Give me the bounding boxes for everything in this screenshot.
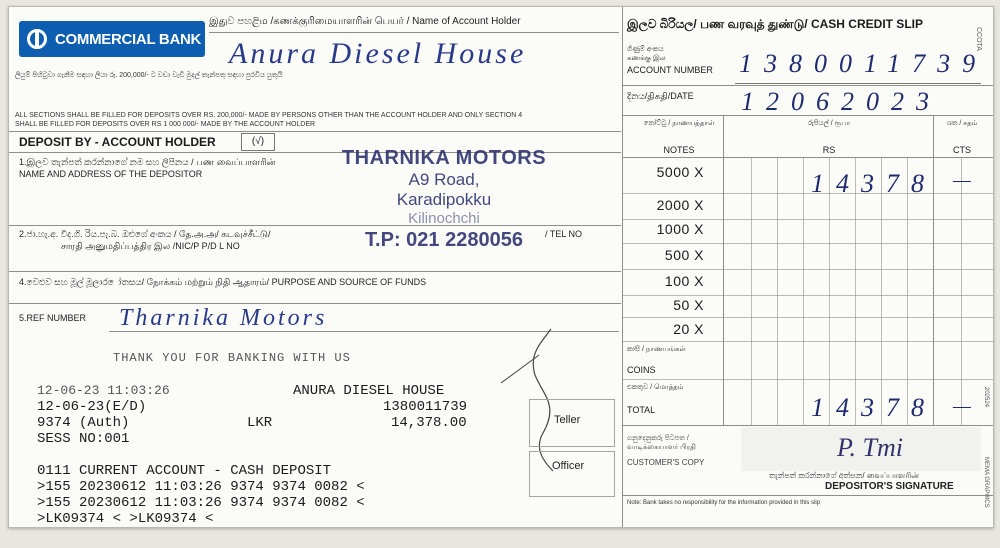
side-code-graphics: MEMA GRAPHICS <box>983 457 989 508</box>
receipt-line-6: >155 20230612 11:03:26 9374 9374 0082 < <box>37 479 365 495</box>
id-number-label: 2.ජා.හැ.අ. විද.ගි. රිය.පැ.බ. ඔළුගේ අංකය / தே.அ.அ/ கடவுச்சீட்டு/ <box>19 229 271 239</box>
receipt-line-3-left: 9374 (Auth) <box>37 415 130 431</box>
coins-label-local: කාසි / நாணயங்கள் <box>627 346 686 353</box>
row-5000-cts: — <box>953 169 971 191</box>
stamp-line-3: Kilinochchi <box>408 210 480 227</box>
side-code: CCOTA <box>975 27 982 51</box>
notes-header-local: නෝට්ටු / நாணயத்தாள் <box>643 120 715 127</box>
receipt-line-1-right: ANURA DIESEL HOUSE <box>293 383 445 399</box>
receipt-line-5: 0111 CURRENT ACCOUNT - CASH DEPOSIT <box>37 463 332 479</box>
deposit-by-title: DEPOSIT BY - ACCOUNT HOLDER <box>19 135 216 149</box>
customer-copy-stamp: ගනුදෙනුකරු පිටපත / வாடிக்கையாளர் பிரதி CUSTOMER'S COPY <box>627 435 727 469</box>
account-number-value: 1380011739 <box>739 49 988 78</box>
side-code-right: 202524 <box>983 387 989 408</box>
receipt-thanks: THANK YOU FOR BANKING WITH US <box>113 351 351 365</box>
row-5000-rs: 14378 <box>811 169 936 198</box>
rs-header-local: රුපියල් / ரூபா <box>807 120 851 127</box>
stamp-line-2: Karadipokku <box>396 190 492 209</box>
cts-header: CTS <box>953 145 971 155</box>
coins-label: COINS <box>627 365 656 375</box>
instruction-line-3: SHALL BE FILLED FOR DEPOSITS OVER RS 1 000 000/- MADE BY THE ACCOUNT HOLDER <box>15 121 316 128</box>
receipt-line-2-right: 1380011739 <box>383 399 468 415</box>
tel-label: / TEL NO <box>545 229 583 239</box>
denom-row-20: 20 X <box>673 321 704 337</box>
receipt-line-1-left: 12-06-23 11:03:26 <box>37 383 170 398</box>
account-holder-value: Anura Diesel House <box>229 37 527 70</box>
stamp-name: THARNIKA MOTORS <box>341 147 547 169</box>
footer-note: Note: Bank takes no responsibility for the information provided in this slip <box>627 500 821 506</box>
account-number-boxes[interactable] <box>735 49 988 84</box>
name-address-label: NAME AND ADDRESS OF THE DEPOSITOR <box>19 169 203 179</box>
teller-label: Teller <box>554 414 581 426</box>
rs-header: RS <box>822 145 836 155</box>
date-value: 12062023 <box>741 87 941 116</box>
denom-row-50: 50 X <box>673 297 704 313</box>
date-label: දිනය/திகதி/DATE <box>627 91 694 101</box>
total-label-local: එකතුව / மொத்தம் <box>627 384 684 391</box>
receipt-line-3-mid: LKR <box>247 415 273 431</box>
total-label: TOTAL <box>627 405 656 415</box>
account-holder-tick: (√) <box>251 136 265 147</box>
ref-number-label: 5.REF NUMBER <box>19 313 87 323</box>
depositor-signature-label: DEPOSITOR'S SIGNATURE <box>825 481 954 492</box>
cash-credit-slip: COMMERCIAL BANK இதுව පහළිம /கணக்குரிமையாளரின் பெயர் / Name of Account Holder Anura Diesel House ලියුම් පිහිටුවා ගැනීම සඳහා ලියා රු. 200,000/- ට වඩා වැඩි මුදල් තැන්පතු සඳහා පුරවිය යුතුයි ALL SECTIONS SHALL BE FILLED FOR DEPOSITS OVER RS. 200,000/- MADE BY PERSONS OTHER THAN THE ACCOUNT HOLDER AND ONLY SECTION 4 SHALL BE FILLED FOR DEPOSITS OVER RS 1 000 000/- MADE BY THE ACCOUNT HOLDER DEPOSIT BY - ACCOUNT HOLDER (√) 1.இලව තැන්පත් කරන්නාගේ නම සහ ලිපිනය / பண வைப்பாளரின் NAME AND ADDRESS OF THE DEPOSITOR THARNIKA MOTORS A9 Road, Karadipokku Kilinochchi T.P: 021 2280056 2.ජා.හැ.අ. විද.ගි. රිය.පැ.බ. ඔළුගේ අංකය / தே.அ.அ/ கடவுச்சீட்டு/ சாரதி அனுமதிப்பத்திர இல /NIC/P P/D L NO / TEL NO 4.වෙළුව සහ මූල් මූලා‍ර ‍ෝ‍ත‍ස‍ය/ நோக்கம் மற்றும் நிதி ஆதாரம்/ PURPOSE AND SOURCE OF FUNDS 5.REF NUMBER Tharnika Motors THANK YOU FOR BANKING WITH US 12-06-23 11:03:26 ANURA DIESEL HOUSE 12-06-23(E/D) 1380011739 9374 (Auth) LKR 14,378.00 SESS NO:001 0111 CURRENT ACCOUNT - CASH DEPOSIT >155 20230612 11:03:26 9374 9374 0082 < >155 20230612 11:03:26 9374 9374 0082 < >LK09374 < >LK09374 < Teller Officer இලව බිරියල/ பண வரவுத் துண்டு/ CASH CREDIT SLIP CCOTA ගිණුම් අංකය கணக்கு இல ACCOUNT NUMBER 1380011739 දිනය/திகதி/DATE 12062023 නෝට්ටු / நாணயத்தாள் NOTES රුපියල් / ரூபா RS ශත / சதம் CTS 5000 X 14378 — 2000 X 1000 X 500 X 100 X 50 X 20 X කාසි / நாணயங்கள் COINS එකතුව / மொத்தம் TOTAL 14378 — ගනුදෙනුකරු පිටපත / வாடிக்கையாளர் பிரதி CUSTOMER'S COPY P. Tmi තැන්පත් කරන්නාගේ අත්සන/ வைப்பாளரின் DEPOSITOR'S SIGNATURE Note: Bank takes no responsibility for the information provided in this slip 202524 MEMA GRAPHICS <box>8 6 994 528</box>
stamp-line-1: A9 Road, <box>408 170 480 189</box>
notes-header: NOTES <box>663 145 695 155</box>
bank-logo <box>19 21 205 57</box>
teller-box <box>529 399 615 447</box>
purpose-label: 4.වෙළුව සහ මූල් මූලා‍ර ‍ෝ‍ත‍ස‍ය/ நோக்கம் மற்றும் நிதி ஆதாரம்/ PURPOSE AND SOURCE OF FUNDS <box>19 277 427 287</box>
officer-label: Officer <box>552 460 585 472</box>
slip-title: இලව බිරියල/ பண வரவுத் துண்டு/ CASH CREDIT SLIP <box>627 17 923 31</box>
customer-copy-label: CUSTOMER'S COPY <box>627 458 705 467</box>
depositor-signature: P. Tmi <box>837 433 903 462</box>
receipt-line-8: >LK09374 < >LK09374 < <box>37 511 214 527</box>
bank-name: COMMERCIAL BANK <box>55 30 202 48</box>
receipt-line-2-left: 12-06-23(E/D) <box>37 399 147 415</box>
denom-row-500: 500 X <box>664 247 704 263</box>
total-cts: — <box>953 395 971 417</box>
name-address-label-local: 1.இලව තැන්පත් කරන්නාගේ නම සහ ලිපිනය / பண வைப்பாளரின் <box>19 157 276 167</box>
receipt-line-3-right: 14,378.00 <box>391 415 467 431</box>
denom-row-100: 100 X <box>664 273 704 289</box>
instruction-line-2: ALL SECTIONS SHALL BE FILLED FOR DEPOSITS OVER RS. 200,000/- MADE BY PERSONS OTHER THAN THE ACCOUNT HOLDER AND ONLY SECTION 4 <box>15 112 523 119</box>
account-holder-tick-box[interactable] <box>241 133 275 151</box>
receipt-line-4: SESS NO:001 <box>37 431 130 447</box>
receipt-line-7: >155 20230612 11:03:26 9374 9374 0082 < <box>37 495 365 511</box>
bank-logo-icon <box>27 29 47 49</box>
account-number-label: ACCOUNT NUMBER <box>627 65 713 75</box>
signature-area[interactable] <box>741 427 981 471</box>
denom-row-1000: 1000 X <box>656 221 704 237</box>
account-holder-label: இதுව පහළිம /கணக்குரிமையாளரின் பெயர் / Name of Account Holder <box>209 16 521 27</box>
instruction-line-1: ලියුම් පිහිටුවා ගැනීම සඳහා ලියා රු. 200,000/- ට වඩා වැඩි මුදල් තැන්පතු සඳහා පුරවිය යුතුයි <box>15 72 283 79</box>
officer-box <box>529 451 615 497</box>
depositor-signature-local: තැන්පත් කරන්නාගේ අත්සන/ வைப்பாளரின் <box>769 471 919 480</box>
total-rs: 14378 <box>811 393 936 422</box>
depositor-stamp <box>309 147 579 252</box>
ref-number-value: Tharnika Motors <box>119 305 328 331</box>
id-number-label-2: சாரதி அனுமதிப்பத்திர இல /NIC/P P/D L NO <box>61 241 240 251</box>
stamp-phone: T.P: 021 2280056 <box>365 229 523 251</box>
denom-row-2000: 2000 X <box>656 197 704 213</box>
cts-header-local: ශත / சதம் <box>946 120 978 127</box>
date-boxes[interactable] <box>735 87 941 116</box>
denom-row-5000: 5000 X <box>656 164 704 180</box>
